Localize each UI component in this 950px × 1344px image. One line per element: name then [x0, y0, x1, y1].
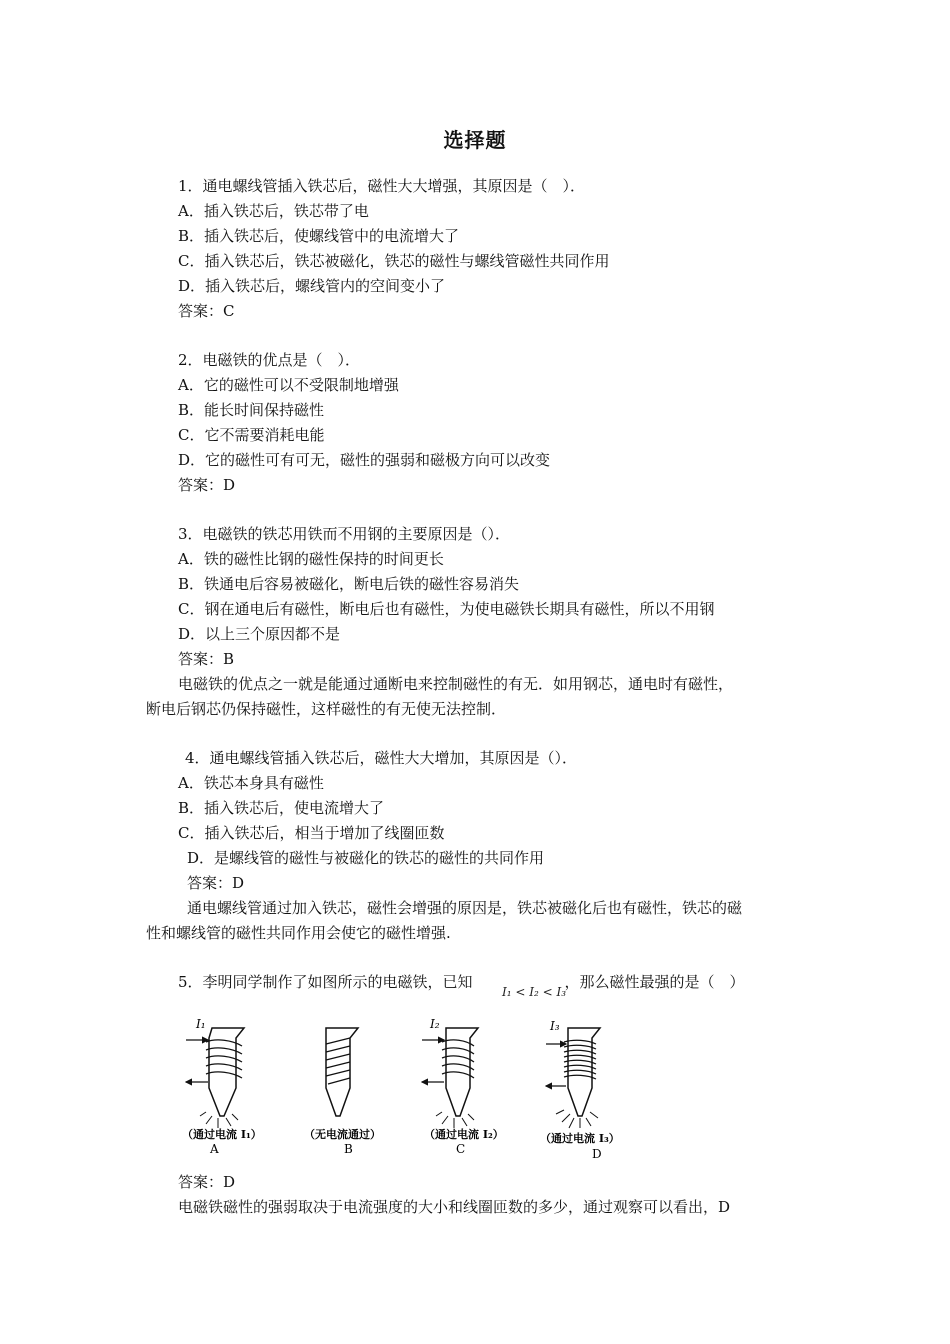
- q5-answer: 答案：D: [178, 1173, 236, 1191]
- figure-a-letter: A: [210, 1142, 219, 1156]
- page-title: 选择题: [443, 128, 507, 152]
- q4-explanation-line2: 性和螺线管的磁性共同作用会使它的磁性增强.: [146, 924, 451, 942]
- figure-b-caption: （无电流通过）: [304, 1128, 381, 1141]
- q4-stem: 4．通电螺线管插入铁芯后，磁性大大增加，其原因是（）．: [185, 749, 578, 767]
- q3-stem: 3．电磁铁的铁芯用铁而不用钢的主要原因是（）．: [178, 525, 511, 543]
- q4-option-b: B．插入铁芯后，使电流增大了: [178, 799, 385, 817]
- figure-a-caption: （通过电流 I₁）: [182, 1128, 262, 1141]
- figure-c-letter: C: [456, 1142, 466, 1156]
- q5-current-relation: I₁ < I₂ < I₃: [502, 985, 567, 999]
- q4-option-d: D．是螺线管的磁性与被磁化的铁芯的磁性的共同作用: [187, 849, 545, 867]
- q1-option-d: D．插入铁芯后，螺线管内的空间变小了: [178, 277, 446, 295]
- q1-option-c: C．插入铁芯后，铁芯被磁化，铁芯的磁性与螺线管磁性共同作用: [178, 252, 610, 270]
- figure-b-electromagnet: [304, 1028, 381, 1156]
- q1-option-a: A．插入铁芯后，铁芯带了电: [178, 202, 369, 220]
- q4-option-a: A．铁芯本身具有磁性: [178, 774, 324, 792]
- figure-d-current-label: I₃: [550, 1019, 560, 1033]
- q3-explanation-line2: 断电后钢芯仍保持磁性，这样磁性的有无使无法控制．: [146, 700, 507, 718]
- figure-d-caption: （通过电流 I₃）: [540, 1132, 620, 1145]
- figure-c-caption: （通过电流 I₂）: [424, 1128, 504, 1141]
- q2-option-a: A．它的磁性可以不受限制地增强: [178, 376, 399, 394]
- q3-answer: 答案：B: [178, 650, 235, 668]
- q4-answer: 答案：D: [187, 874, 245, 892]
- q2-option-d: D．它的磁性可有可无，磁性的强弱和磁极方向可以改变: [178, 451, 551, 469]
- electromagnet-figures: [176, 1016, 646, 1166]
- figure-c-electromagnet: [422, 1017, 504, 1156]
- q4-explanation-line1: 通电螺线管通过加入铁芯，磁性会增强的原因是，铁芯被磁化后也有磁性，铁芯的磁: [187, 899, 743, 917]
- q4-option-c: C．插入铁芯后，相当于增加了线圈匝数: [178, 824, 445, 842]
- q1-answer: 答案：C: [178, 302, 235, 320]
- figure-a-current-label: I₁: [196, 1017, 206, 1031]
- q5-explanation-line1: 电磁铁磁性的强弱取决于电流强度的大小和线圈匝数的多少，通过观察可以看出，D: [178, 1198, 731, 1216]
- q2-option-c: C．它不需要消耗电能: [178, 426, 325, 444]
- q3-option-a: A．铁的磁性比钢的磁性保持的时间更长: [178, 550, 444, 568]
- q3-option-c: C．钢在通电后有磁性，断电后也有磁性，为使电磁铁长期具有磁性，所以不用钢: [178, 600, 715, 618]
- q5-stem-before: 5．李明同学制作了如图所示的电磁铁，已知: [178, 973, 473, 991]
- figure-d-electromagnet: [540, 1019, 620, 1161]
- q3-option-d: D．以上三个原因都不是: [178, 625, 341, 643]
- q3-option-b: B．铁通电后容易被磁化，断电后铁的磁性容易消失: [178, 575, 520, 593]
- figure-a-electromagnet: [182, 1017, 262, 1156]
- q2-answer: 答案：D: [178, 476, 236, 494]
- q5-stem-after: ，那么磁性最强的是（ ）: [564, 973, 745, 991]
- figure-c-current-label: I₂: [430, 1017, 440, 1031]
- q1-option-b: B．插入铁芯后，使螺线管中的电流增大了: [178, 227, 460, 245]
- figure-d-letter: D: [592, 1147, 602, 1161]
- q2-option-b: B．能长时间保持磁性: [178, 401, 325, 419]
- q5-stem: [178, 972, 745, 992]
- q3-explanation-line1: 电磁铁的优点之一就是能通过通断电来控制磁性的有无．如用钢芯，通电时有磁性，: [178, 675, 734, 693]
- q2-stem: 2．电磁铁的优点是（ ）．: [178, 351, 361, 369]
- q1-stem: 1．通电螺线管插入铁芯后，磁性大大增强，其原因是（ ）．: [178, 177, 586, 195]
- figure-b-letter: B: [344, 1142, 353, 1156]
